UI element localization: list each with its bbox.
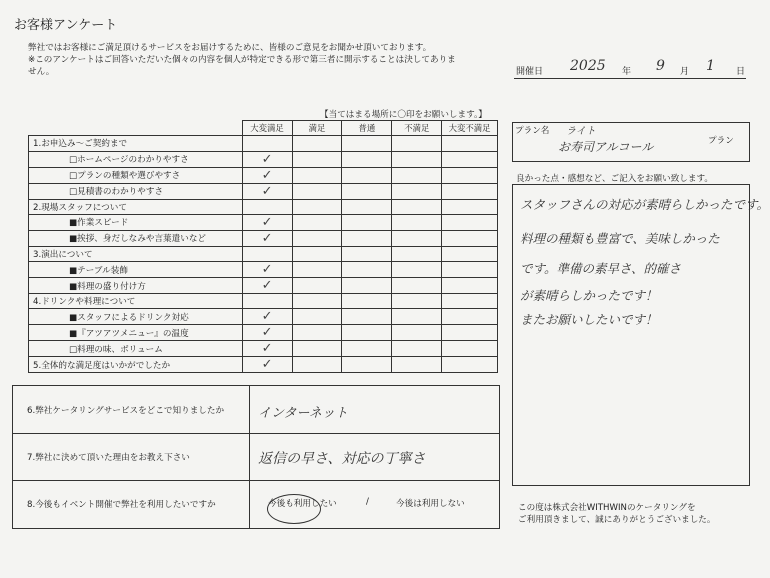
rating-cell	[392, 199, 442, 214]
rating-cell	[292, 262, 342, 278]
rating-cell	[442, 167, 498, 183]
intro-line: 弊社ではお客様にご満足頂けるサービスをお届けするために、皆様のご意見をお聞かせ頂いております。	[28, 43, 432, 53]
question-label: □プランの種類や選びやすさ	[29, 167, 243, 183]
rating-cell	[392, 136, 442, 151]
question-row	[29, 325, 498, 341]
rating-cell	[442, 214, 498, 230]
question-row	[29, 230, 498, 246]
question-7: 7.弊社に決めて頂いた理由をお教え下さい	[27, 453, 190, 463]
rating-cell	[392, 325, 442, 341]
rating-cell	[292, 151, 342, 167]
intro-line: せん。	[28, 67, 55, 77]
rating-cell	[242, 199, 292, 214]
question-label: ■『アツアツメニュー』の温度	[29, 325, 243, 341]
question-row	[29, 309, 498, 325]
rating-cell	[342, 246, 392, 261]
rating-cell	[392, 294, 442, 309]
rating-cell: ✓	[242, 325, 292, 341]
plan-label: プラン名	[515, 126, 550, 136]
rating-cell	[342, 183, 392, 199]
rating-cell: ✓	[242, 309, 292, 325]
question-row	[29, 183, 498, 199]
section-row	[29, 294, 498, 309]
intro-text	[28, 42, 498, 78]
rating-cell	[442, 341, 498, 357]
rating-cell: ✓	[242, 167, 292, 183]
question-row	[29, 214, 498, 230]
rating-cell	[392, 167, 442, 183]
rating-cell	[292, 294, 342, 309]
rating-cell: ✓	[242, 230, 292, 246]
feedback-line: スタッフさんの対応が素晴らしかったです。	[520, 197, 770, 212]
rating-cell	[342, 309, 392, 325]
rating-cell	[392, 278, 442, 294]
rating-cell	[442, 294, 498, 309]
rating-cell	[342, 325, 392, 341]
question-row	[29, 278, 498, 294]
rating-cell	[292, 183, 342, 199]
question-label: ■テーブル装飾	[29, 262, 243, 278]
question-label: ■スタッフによるドリンク対応	[29, 309, 243, 325]
col-header: 普通	[342, 121, 392, 136]
rating-cell	[342, 357, 392, 373]
plan-hand-main: お寿司アルコール	[558, 140, 654, 154]
section-row	[29, 357, 498, 373]
question-label: ■挨拶、身だしなみや言葉遣いなど	[29, 230, 243, 246]
rating-cell	[442, 136, 498, 151]
page-title: お客様アンケート	[14, 18, 118, 33]
feedback-label: 良かった点・感想など、ご記入をお願い致します。	[516, 174, 713, 184]
section-label: 1.お申込み～ご契約まで	[29, 136, 243, 151]
thanks-line: この度は株式会社WITHWINのケータリングを	[518, 503, 696, 513]
rating-cell	[342, 151, 392, 167]
rating-cell: ✓	[242, 151, 292, 167]
rating-cell	[342, 167, 392, 183]
rating-cell: ✓	[242, 278, 292, 294]
date-year: 2025	[570, 58, 606, 74]
date-underline	[514, 78, 746, 79]
question-label: ■作業スピード	[29, 214, 243, 230]
rating-cell	[442, 246, 498, 261]
rating-cell	[392, 262, 442, 278]
option-separator: /	[366, 497, 369, 507]
rating-cell	[292, 214, 342, 230]
section-label: 3.演出について	[29, 246, 243, 261]
rating-cell	[292, 230, 342, 246]
rating-cell	[442, 325, 498, 341]
rating-cell	[442, 309, 498, 325]
rating-cell	[292, 341, 342, 357]
rating-cell	[292, 325, 342, 341]
rating-cell	[292, 309, 342, 325]
section-label: 2.現場スタッフについて	[29, 199, 243, 214]
rating-cell	[292, 278, 342, 294]
question-label: ■料理の盛り付け方	[29, 278, 243, 294]
rating-cell	[442, 230, 498, 246]
rating-cell	[392, 341, 442, 357]
rating-cell	[342, 136, 392, 151]
rating-cell: ✓	[242, 183, 292, 199]
question-row	[29, 341, 498, 357]
section-row	[29, 246, 498, 261]
rating-cell	[242, 246, 292, 261]
col-header: 満足	[292, 121, 342, 136]
question-label: □料理の味、ボリューム	[29, 341, 243, 357]
section-row	[29, 136, 498, 151]
rating-cell: ✓	[242, 341, 292, 357]
selection-circle	[267, 494, 321, 524]
question-label: □見積書のわかりやすさ	[29, 183, 243, 199]
rating-cell	[392, 183, 442, 199]
rating-cell	[292, 357, 342, 373]
date-year-unit: 年	[622, 67, 632, 77]
option-no: 今後は利用しない	[396, 499, 465, 509]
question-row	[29, 262, 498, 278]
section-label: 4.ドリンクや料理について	[29, 294, 243, 309]
rating-cell	[392, 214, 442, 230]
section-label: 5.全体的な満足度はいかがでしたか	[29, 357, 243, 373]
instruction-note: 【当てはまる場所に〇印をお願いします。】	[320, 110, 487, 120]
date-month-unit: 月	[680, 67, 690, 77]
thank-you-message	[518, 502, 716, 526]
lower-divider	[249, 386, 250, 528]
rating-cell: ✓	[242, 262, 292, 278]
rating-cell	[342, 294, 392, 309]
feedback-line: またお願いしたいです！	[520, 312, 658, 327]
rating-cell	[442, 357, 498, 373]
rating-cell	[342, 262, 392, 278]
date-label: 開催日	[516, 67, 544, 77]
feedback-line: です。準備の素早さ、的確さ	[520, 261, 682, 276]
question-row	[29, 167, 498, 183]
rating-cell	[342, 230, 392, 246]
rating-cell	[242, 136, 292, 151]
rating-cell	[392, 357, 442, 373]
option-yes: 今後も利用したい	[268, 499, 337, 509]
rating-cell: ✓	[242, 214, 292, 230]
question-6: 6.弊社ケータリングサービスをどこで知りましたか	[27, 406, 225, 416]
date-month: 9	[656, 58, 665, 74]
rating-cell	[442, 151, 498, 167]
rating-cell	[292, 167, 342, 183]
rating-cell	[292, 246, 342, 261]
rating-cell	[442, 199, 498, 214]
intro-line: ※このアンケートはご回答いただいた個々の内容を個人が特定できる形で第三者に開示することは決してありま	[28, 55, 456, 65]
rating-cell	[242, 294, 292, 309]
rating-cell: ✓	[242, 357, 292, 373]
answer-7: 返信の早さ、対応の丁寧さ	[258, 451, 426, 467]
rating-cell	[442, 183, 498, 199]
rating-cell	[392, 309, 442, 325]
date-day-unit: 日	[736, 67, 746, 77]
plan-hand-top: ライト	[566, 126, 596, 137]
thanks-line: ご利用頂きまして、誠にありがとうございました。	[518, 515, 716, 525]
rating-cell	[392, 151, 442, 167]
col-header: 大変満足	[242, 121, 292, 136]
rating-cell	[392, 246, 442, 261]
rating-cell	[342, 278, 392, 294]
rating-cell	[292, 199, 342, 214]
feedback-line: 料理の種類も豊富で、美味しかった	[520, 231, 720, 246]
question-8: 8.今後もイベント開催で弊社を利用したいですか	[27, 500, 216, 510]
header-blank	[29, 121, 243, 136]
rating-cell	[442, 278, 498, 294]
date-day: 1	[706, 58, 715, 74]
rating-cell	[342, 341, 392, 357]
rating-cell	[342, 214, 392, 230]
answer-6: インターネット	[258, 406, 348, 421]
question-label: □ホームページのわかりやすさ	[29, 151, 243, 167]
rating-cell	[342, 199, 392, 214]
col-header: 大変不満足	[442, 121, 498, 136]
rating-cell	[392, 230, 442, 246]
plan-suffix: プラン	[708, 136, 734, 146]
rating-cell	[442, 262, 498, 278]
section-row	[29, 199, 498, 214]
rating-cell	[292, 136, 342, 151]
col-header: 不満足	[392, 121, 442, 136]
satisfaction-table	[28, 120, 498, 373]
question-row	[29, 151, 498, 167]
feedback-line: が素晴らしかったです！	[520, 288, 658, 303]
